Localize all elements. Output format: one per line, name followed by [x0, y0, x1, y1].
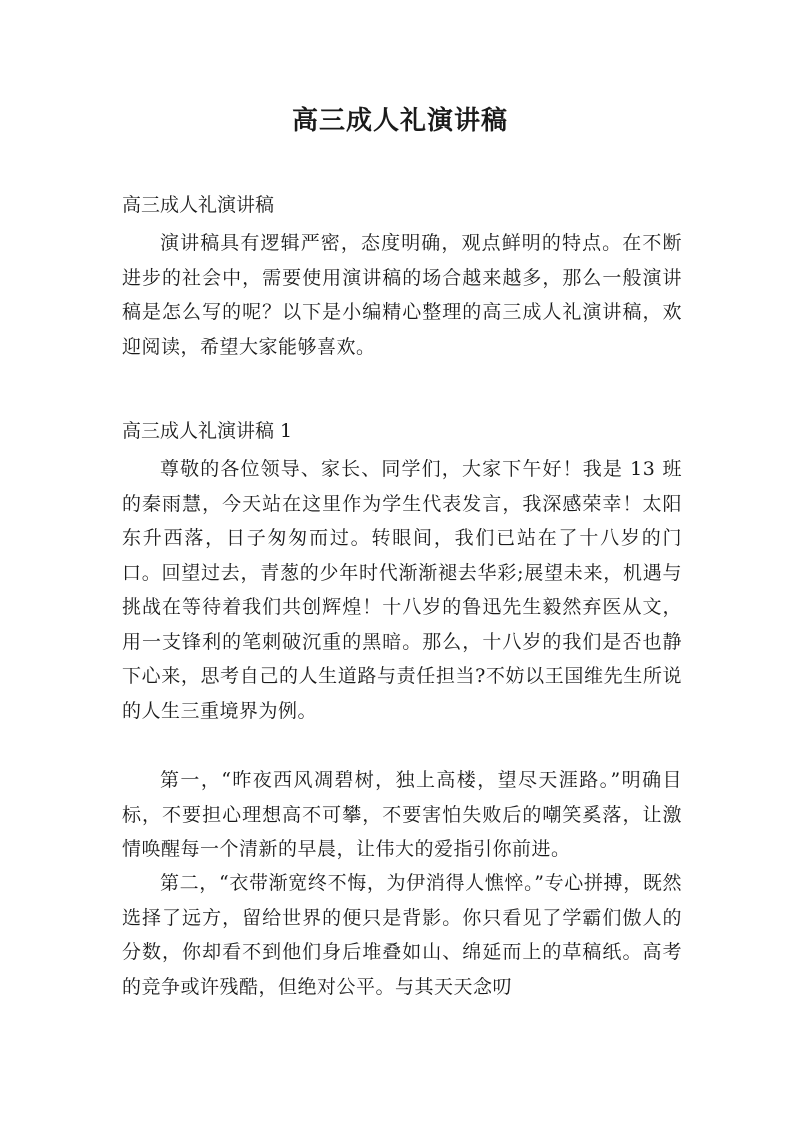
section-1-heading: 高三成人礼演讲稿 1 — [122, 420, 293, 442]
section-1-paragraph-1: 尊敬的各位领导、家长、同学们，大家下午好！我是 13 班的秦雨慧，今天站在这里作为学生代表发言，我深感荣幸！太阳东升西落，日子匆匆而过。转眼间，我们已站在了十八岁的门口。回望过去，青葱的少年时代渐渐褪去华彩;展望未来，机遇与挑战在等待着我们共创辉煌！十八岁的鲁迅先生毅然弃医从文，用一支锋利的笔刺破沉重的黑暗。那么，十八岁的我们是否也静下心来，思考自己的人生道路与责任担当?不妨以王国维先生所说的人生三重境界为例。 — [122, 458, 682, 722]
intro-heading: 高三成人礼演讲稿 — [122, 194, 275, 216]
section-1-paragraph-3: 第二，“衣带渐宽终不悔，为伊消得人憔悴。”专心拼搏，既然选择了远方，留给世界的便只是背影。你只看见了学霸们傲人的分数，你却看不到他们身后堆叠如山、绵延而上的草稿纸。高考的竞争或许残酷，但绝对公平。与其天天念叨 — [122, 872, 682, 998]
document-title: 高三成人礼演讲稿 — [291, 106, 508, 136]
intro-paragraph: 演讲稿具有逻辑严密，态度明确，观点鲜明的特点。在不断进步的社会中，需要使用演讲稿的场合越来越多，那么一般演讲稿是怎么写的呢？以下是小编精心整理的高三成人礼演讲稿，欢迎阅读，希望大家能够喜欢。 — [122, 232, 682, 358]
section-1-paragraph-2: 第一，“昨夜西风凋碧树，独上高楼，望尽天涯路。”明确目标，不要担心理想高不可攀，不要害怕失败后的嘲笑奚落，让激情唤醒每一个清新的早晨，让伟大的爱指引你前进。 — [122, 769, 682, 860]
